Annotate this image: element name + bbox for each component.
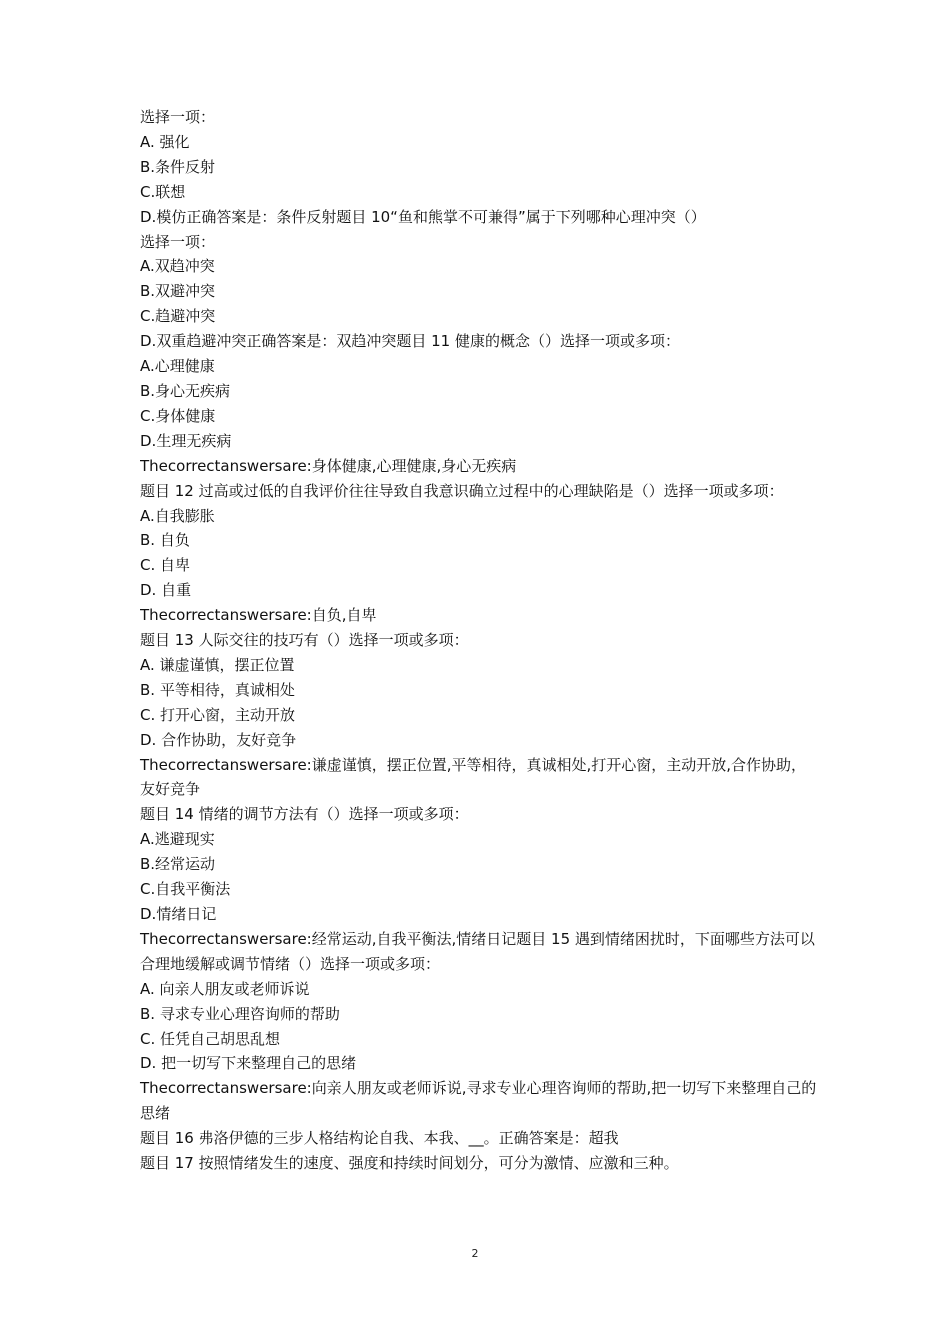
text-line: A. 强化 — [140, 132, 190, 151]
text-line: A.自我膨胀 — [140, 506, 215, 525]
text-line: C. 自卑 — [140, 556, 191, 575]
text-line: C.身体健康 — [140, 406, 216, 425]
text-line: 题目 16 弗洛伊德的三步人格结构论自我、本我、__。正确答案是：超我 — [140, 1129, 619, 1148]
text-line: B. 平等相待，真诚相处 — [140, 680, 295, 699]
text-line: D.双重趋避冲突正确答案是：双趋冲突题目 11 健康的概念（）选择一项或多项： — [140, 332, 680, 351]
text-line: D.模仿正确答案是：条件反射题目 10“鱼和熊掌不可兼得”属于下列哪种心理冲突（） — [140, 207, 706, 226]
text-line: 题目 17 按照情绪发生的速度、强度和持续时间划分，可分为激情、应激和三种。 — [140, 1154, 679, 1173]
text-line: Thecorrectanswersare:谦虚谨慎，摆正位置,平等相待，真诚相处,打开心窗，主动开放,合作协助，友好竞争 — [140, 755, 807, 799]
text-line: Thecorrectanswersare:自负,自卑 — [140, 606, 377, 625]
text-line: A. 谦虚谨慎，摆正位置 — [140, 655, 295, 674]
text-line: 题目 14 情绪的调节方法有（）选择一项或多项： — [140, 805, 469, 824]
text-line: 选择一项： — [140, 108, 216, 126]
text-line: B.身心无疾病 — [140, 381, 231, 400]
text-line: C.自我平衡法 — [140, 880, 231, 899]
text-line: B.经常运动 — [140, 855, 216, 874]
text-line: C. 任凭自己胡思乱想 — [140, 1029, 281, 1048]
page-number: 2 — [471, 1247, 479, 1260]
text-line: B. 自负 — [140, 531, 190, 550]
text-line: A.心理健康 — [140, 357, 215, 376]
text-line: Thecorrectanswersare:身体健康,心理健康,身心无疾病 — [140, 456, 517, 475]
text-line: A. 向亲人朋友或老师诉说 — [140, 979, 310, 998]
text-line: D. 把一切写下来整理自己的思绪 — [140, 1054, 357, 1073]
text-line: 题目 13 人际交往的技巧有（）选择一项或多项： — [140, 631, 469, 650]
text-line: D.情绪日记 — [140, 905, 217, 923]
text-line: D. 合作协助，友好竞争 — [140, 730, 297, 749]
document-body — [140, 105, 820, 1176]
text-line: B.双避冲突 — [140, 282, 216, 301]
text-line: C. 打开心窗，主动开放 — [140, 705, 296, 724]
text-line: 题目 12 过高或过低的自我评价往往导致自我意识确立过程中的心理缺陷是（）选择一项或多项： — [140, 481, 784, 500]
text-line: 选择一项： — [140, 232, 216, 251]
text-line: D.生理无疾病 — [140, 431, 232, 450]
text-line: A.双趋冲突 — [140, 257, 215, 276]
text-line: C.联想 — [140, 182, 186, 201]
text-line: Thecorrectanswersare:向亲人朋友或老师诉说,寻求专业心理咨询师的帮助,把一切写下来整理自己的思绪 — [140, 1079, 817, 1123]
text-line: B.条件反射 — [140, 157, 216, 176]
text-line: B. 寻求专业心理咨询师的帮助 — [140, 1004, 340, 1023]
text-line: D. 自重 — [140, 581, 192, 600]
text-line: C.趋避冲突 — [140, 307, 216, 326]
text-line: Thecorrectanswersare:经常运动,自我平衡法,情绪日记题目 15 遇到情绪困扰时，下面哪些方法可以合理地缓解或调节情绪（）选择一项或多项： — [140, 929, 815, 973]
text-line: A.逃避现实 — [140, 830, 215, 849]
